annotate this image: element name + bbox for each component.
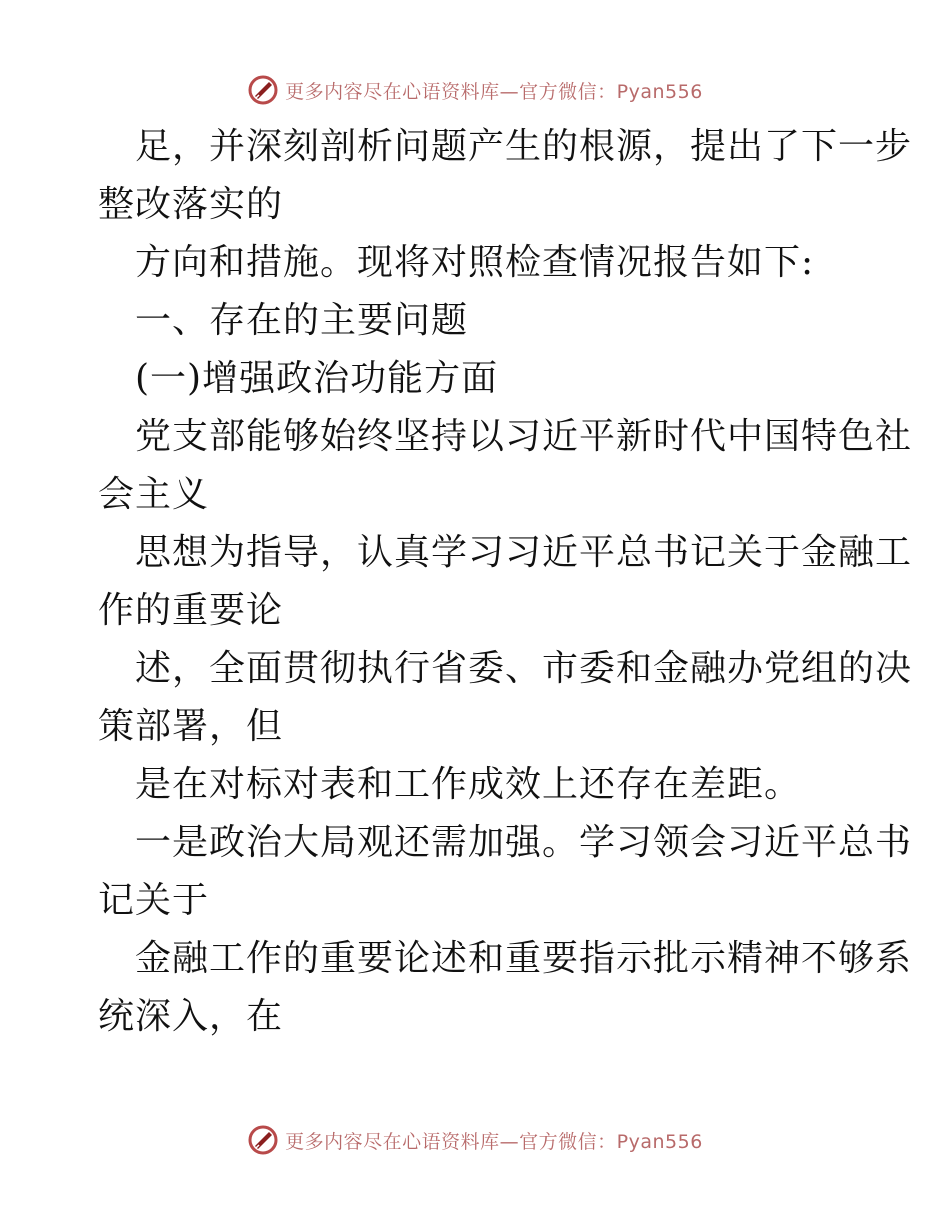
text-line: 记关于 [98, 880, 210, 921]
text-line: 思想为指导，认真学习习近平总书记关于金融工 [135, 532, 913, 573]
section-heading: 一、存在的主要问题 [135, 300, 469, 341]
header-watermark [0, 70, 950, 110]
text-line: 作的重要论 [98, 590, 284, 631]
text-line: 策部署，但 [98, 706, 284, 747]
subsection-heading: (一)增强政治功能方面 [135, 358, 499, 399]
footer-watermark [0, 1120, 950, 1160]
watermark-logo-icon [247, 1124, 279, 1156]
text-line: 是在对标对表和工作成效上还存在差距。 [135, 764, 802, 805]
text-line: 方向和措施。现将对照检查情况报告如下: [135, 242, 815, 283]
watermark-text: 更多内容尽在心语资料库—官方微信：Pyan556 [285, 80, 703, 103]
text-line: 一是政治大局观还需加强。学习领会习近平总书 [135, 822, 913, 863]
document-body [98, 118, 913, 1046]
text-line: 会主义 [98, 474, 210, 515]
text-line: 述，全面贯彻执行省委、市委和金融办党组的决 [135, 648, 913, 689]
watermark-text: 更多内容尽在心语资料库—官方微信：Pyan556 [285, 1130, 703, 1153]
watermark-logo-icon [247, 74, 279, 106]
text-line: 党支部能够始终坚持以习近平新时代中国特色社 [135, 416, 913, 457]
text-line: 足，并深刻剖析问题产生的根源，提出了下一步 [135, 126, 913, 167]
text-line: 金融工作的重要论述和重要指示批示精神不够系 [135, 938, 913, 979]
text-line: 统深入，在 [98, 996, 284, 1037]
text-line: 整改落实的 [98, 184, 284, 225]
